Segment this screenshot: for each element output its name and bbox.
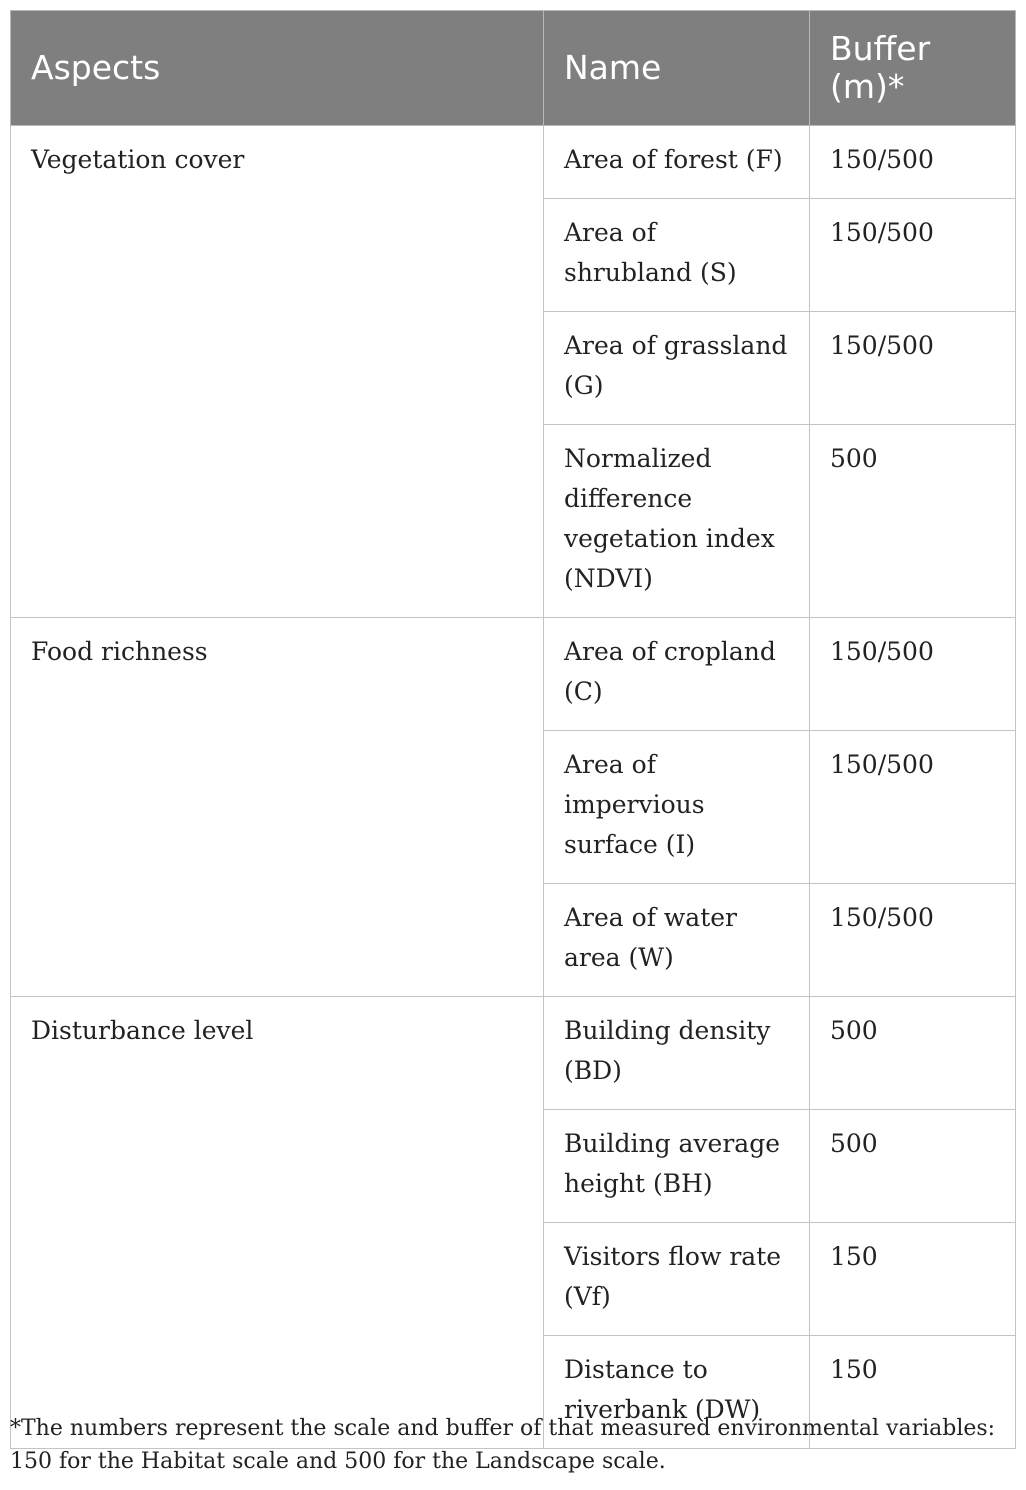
variable-name-cell: Distance to riverbank (DW) xyxy=(544,1336,810,1449)
buffer-cell: 150/500 xyxy=(810,731,1016,884)
buffer-cell: 500 xyxy=(810,997,1016,1110)
aspect-cell: Disturbance level xyxy=(11,997,544,1449)
variable-name-cell: Area of forest (F) xyxy=(544,126,810,199)
table-row xyxy=(11,126,1016,199)
aspect-cell: Vegetation cover xyxy=(11,126,544,618)
buffer-cell: 150/500 xyxy=(810,199,1016,312)
table-header-row xyxy=(11,11,1016,126)
table-row xyxy=(11,618,1016,731)
buffer-cell: 150/500 xyxy=(810,884,1016,997)
variable-name-cell: Area of cropland (C) xyxy=(544,618,810,731)
variable-name-cell: Area of grassland (G) xyxy=(544,312,810,425)
header-aspects: Aspects xyxy=(11,11,544,126)
aspect-cell: Food richness xyxy=(11,618,544,997)
header-name: Name xyxy=(544,11,810,126)
variables-table xyxy=(10,10,1016,1449)
variable-name-cell: Area of water area (W) xyxy=(544,884,810,997)
variable-name-cell: Area of impervious surface (I) xyxy=(544,731,810,884)
buffer-cell: 150/500 xyxy=(810,618,1016,731)
variable-name-cell: Building density (BD) xyxy=(544,997,810,1110)
table-row xyxy=(11,997,1016,1110)
variable-name-cell: Visitors flow rate (Vf) xyxy=(544,1223,810,1336)
buffer-cell: 150 xyxy=(810,1223,1016,1336)
buffer-cell: 150/500 xyxy=(810,126,1016,199)
buffer-cell: 500 xyxy=(810,425,1016,618)
table-footnote: *The numbers represent the scale and buffer of that measured environmental variables: 150 for the Habitat scale and 500 for the Landscape scale. xyxy=(10,1416,996,1474)
buffer-cell: 150/500 xyxy=(810,312,1016,425)
buffer-cell: 500 xyxy=(810,1110,1016,1223)
buffer-cell: 150 xyxy=(810,1336,1016,1449)
header-buffer: Buffer (m)* xyxy=(810,11,1016,126)
variable-name-cell: Area of shrubland (S) xyxy=(544,199,810,312)
variable-name-cell: Building average height (BH) xyxy=(544,1110,810,1223)
variable-name-cell: Normalized difference vegetation index (NDVI) xyxy=(544,425,810,618)
